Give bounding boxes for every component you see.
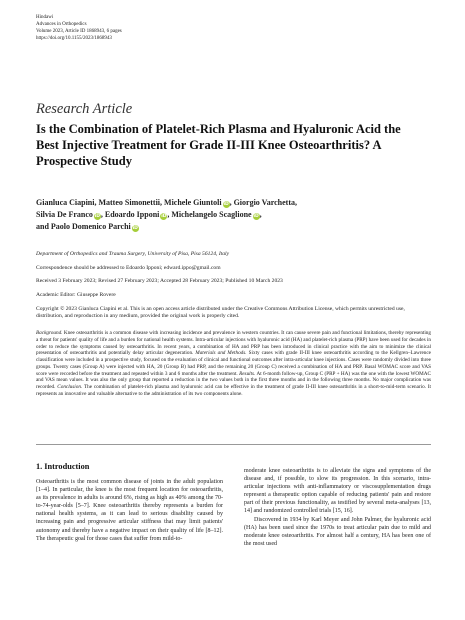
doi-link[interactable]: https://doi.org/10.1155/2023/1868943 xyxy=(36,36,112,41)
orcid-icon[interactable]: iD xyxy=(94,214,101,219)
author-name[interactable]: Giorgio Varchetta xyxy=(233,198,295,207)
section-divider xyxy=(36,444,431,445)
journal-header xyxy=(36,14,122,42)
paper-title: Is the Combination of Platelet-Rich Plasma and Hyaluronic Acid the Best Injective Treatment for Grade II-III Knee Osteoarthritis? A Prospective Study xyxy=(36,122,401,168)
abstract-results-label: Results. xyxy=(239,370,256,377)
left-column xyxy=(36,478,223,543)
author-name[interactable]: Silvia De Franco xyxy=(36,210,93,219)
volume-line: Volume 2023, Article ID 1868943, 6 pages xyxy=(36,29,122,34)
affiliation: Department of Orthopedics and Trauma Surgery, University of Pisa, Pisa 56124, Italy xyxy=(36,251,230,257)
right-column xyxy=(244,467,431,548)
orcid-icon[interactable]: iD xyxy=(161,214,167,219)
abstract-conclusion-label: Conclusion. xyxy=(57,384,83,390)
abstract-background: Knee osteoarthritis is a common disease with increasing incidence and prevalence in western countries. It can cause severe pain and functional limitations, thereby representing a threat for patients' quality of life and a burden for national health systems. Intra-articular injections with hyaluronic acid (HA) and platelet-rich plasma (PRP) have been used for decades in order to reduce the symptoms caused by osteoarthritis. In recent years, a combination of HA and PRP has been introduced in clinical practice with the aim to minimize the clinical presentation of osteoarthritis and potentially delay articular degeneration. xyxy=(36,330,431,357)
academic-editor: Academic Editor: Giuseppe Rovere xyxy=(36,292,116,298)
publication-dates: Received 3 February 2023; Revised 27 February 2023; Accepted 28 February 2023; Published 10 March 2023 xyxy=(36,278,283,284)
orcid-icon[interactable]: iD xyxy=(223,202,229,207)
abstract-methods-label: Materials and Methods. xyxy=(195,350,247,357)
journal-name: Advances in Orthopedics xyxy=(36,22,87,27)
author-name[interactable]: Michele Giuntoli xyxy=(164,198,222,207)
intro-paragraph: Discovered in 1934 by Karl Meyer and John Palmer, the hyaluronic acid (HA) has been used since the 1970s to treat articular pain due to mild and moderate knee osteoarthritis. For almost half a century, HA has been one of the most used xyxy=(244,516,431,547)
abstract-background-label: Background. xyxy=(36,330,63,336)
abstract xyxy=(36,330,431,398)
abstract-methods: Sixty cases with grade II-III knee osteoarthritis according to the Kellgren–Lawrence classification were included in a prospective study, focused on the evaluation of clinical and functional outcomes after intra-articular knee injections. Cases were randomly divided into three groups. Twenty cases (Group A) were injected with HA, 20 (Group B) had PRP, and the remaining 20 (Group C) received a combination of HA and PRP. Basal WOMAC score and VAS score were recorded before the treatment and repeated within 3 and 6 months after the treatment. xyxy=(36,350,431,377)
author-name[interactable]: Edoardo Ipponi xyxy=(104,210,160,219)
author-name[interactable]: Gianluca Ciapini xyxy=(36,198,95,207)
intro-paragraph: Osteoarthritis is the most common disease of joints in the adult population [1–4]. In particular, the knee is the most frequent location for osteoarthritis, as its prevalence in adults is around 6%, rising as high as 40% among the 70-to-74-year-olds [5–7]. Knee osteoarthritis thereby represents a burden for national health systems, as it can lead to serious disability caused by increasing pain and progressive articular stiffness that may limit patients' autonomy and thereby have a negative impact on their quality of life [8–12]. The therapeutic goal for those cases that suffer from mild-to- xyxy=(36,479,223,542)
copyright-notice: Copyright © 2023 Gianluca Ciapini et al. This is an open access article distributed under the Creative Commons Attribution License, which permits unrestricted use, distribution, and reproduction in any medium, provided the original work is properly cited. xyxy=(36,306,405,320)
abstract-conclusion: The combination of platelet-rich plasma and hyaluronic acid can be effective in the treatment of grade II-III knee osteoarthritis in a short-to-mid-term scenario. It represents an innovative and valuable alternative to the administration of its two components alone. xyxy=(36,384,431,397)
intro-paragraph: moderate knee osteoarthritis is to alleviate the signs and symptoms of the disease and, if possible, to slow its progression. In this scenario, intra-articular injections with anti-inflammatory or viscosupplementation drugs represent a therapeutic option capable of reducing patients' pain and restore part of their previous functionality, as testified by several meta-analyses [13, 14] and randomized controlled trials [15, 16]. xyxy=(244,468,431,515)
section-heading: 1. Introduction xyxy=(36,462,90,471)
abstract-results: At 6-month follow-up, Group C (PRP + HA) was the one with the lowest WOMAC and VAS mean values. It was also the only group that reported a reduction in the two values both in the first three months and in the following three months. No major complication was recorded. xyxy=(36,370,431,390)
publisher-name: Hindawi xyxy=(36,15,54,20)
article-type: Research Article xyxy=(36,101,133,117)
author-list: Gianluca Ciapini, Matteo Simonettii, Michele Giuntoli iD, Giorgio Varchetta, Silvia De Franco iD, Edoardo Ipponi iD, Michelangelo Scaglione iD, and Paolo Domenico Parchi iD xyxy=(36,198,297,231)
author-name[interactable]: Matteo Simonettii xyxy=(98,198,161,207)
author-name[interactable]: Michelangelo Scaglione xyxy=(171,210,252,219)
author-name[interactable]: and Paolo Domenico Parchi xyxy=(36,222,131,231)
orcid-icon[interactable]: iD xyxy=(253,214,259,219)
correspondence: Correspondence should be addressed to Edoardo Ipponi; edward.ippo@gmail.com xyxy=(36,265,221,271)
orcid-icon[interactable]: iD xyxy=(132,226,138,231)
